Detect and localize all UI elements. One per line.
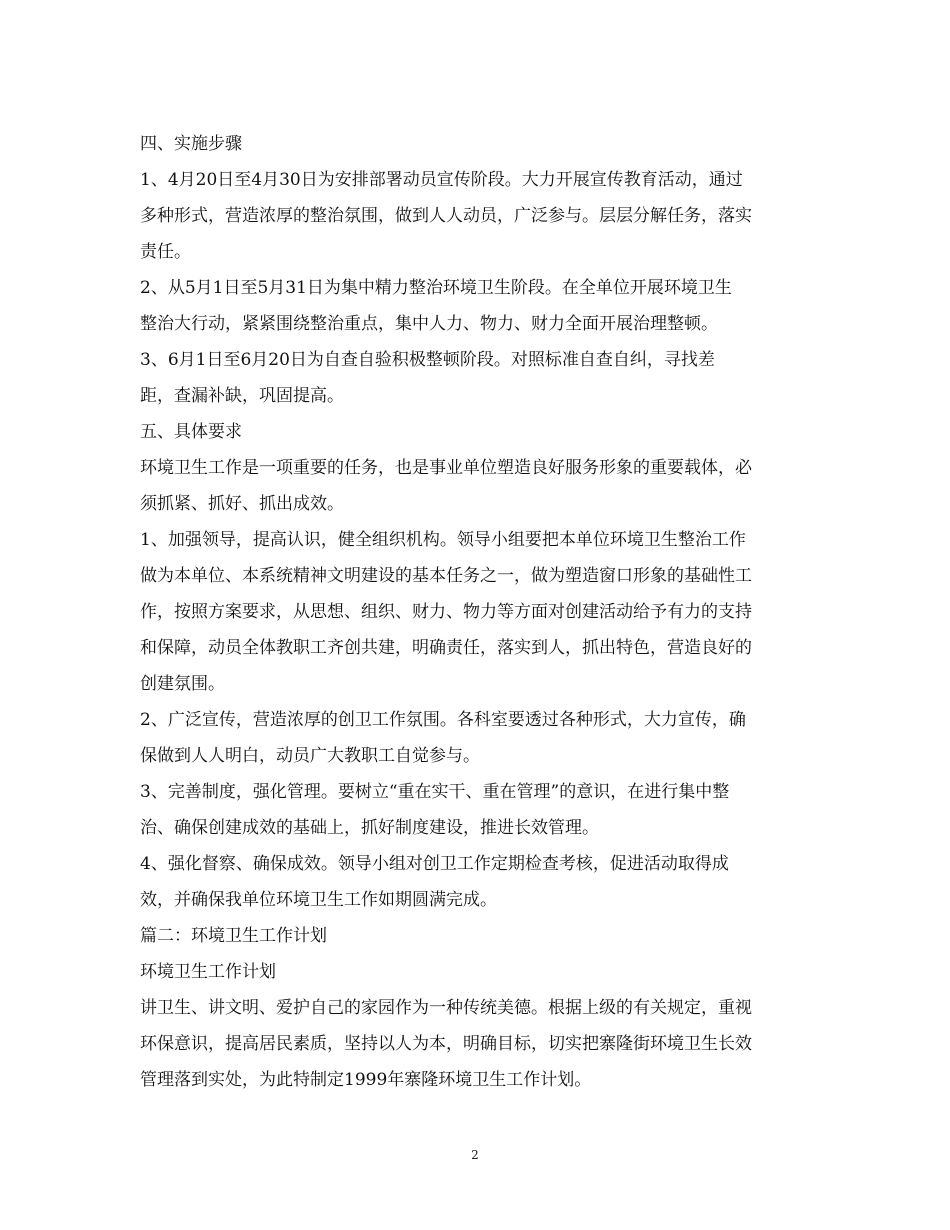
paragraph <box>140 522 815 702</box>
text-line: 做为本单位、本系统精神文明建设的基本任务之一，做为塑造窗口形象的基础性工 <box>140 566 752 586</box>
text-line: 和保障，动员全体教职工齐创共建，明确责任，落实到人，抓出特色，营造良好的 <box>140 638 752 658</box>
text-line: 2、广泛宣传，营造浓厚的创卫工作氛围。各科室要透过各种形式，大力宣传，确 <box>140 710 746 730</box>
page-number: 2 <box>471 1148 479 1162</box>
paragraph <box>140 270 815 342</box>
text-line: 2、从5月1日至5月31日为集中精力整治环境卫生阶段。在全单位开展环境卫生 <box>140 278 732 298</box>
text-line: 作，按照方案要求，从思想、组织、财力、物力等方面对创建活动给予有力的支持 <box>140 602 752 622</box>
paragraph <box>140 846 815 918</box>
text-line: 环境卫生工作是一项重要的任务，也是事业单位塑造良好服务形象的重要载体，必 <box>140 458 752 478</box>
text-line: 五、具体要求 <box>140 422 242 442</box>
text-line: 治、确保创建成效的基础上，抓好制度建设，推进长效管理。 <box>140 818 599 838</box>
text-line: 篇二：环境卫生工作计划 <box>140 926 327 946</box>
paragraph <box>140 954 815 990</box>
paragraph <box>140 774 815 846</box>
text-line: 3、6月1日至6月20日为自查自验积极整顿阶段。对照标准自查自纠，寻找差 <box>140 350 715 370</box>
text-line: 管理落到实处，为此特制定1999年寨隆环境卫生工作计划。 <box>140 1070 592 1090</box>
text-line: 整治大行动，紧紧围绕整治重点，集中人力、物力、财力全面开展治理整顿。 <box>140 314 718 334</box>
text-line: 距，查漏补缺，巩固提高。 <box>140 386 344 406</box>
text-line: 创建氛围。 <box>140 674 225 694</box>
paragraph <box>140 342 815 414</box>
text-line: 环保意识，提高居民素质，坚持以人为本，明确目标，切实把寨隆街环境卫生长效 <box>140 1034 752 1054</box>
paragraph <box>140 162 815 270</box>
text-line: 保做到人人明白，动员广大教职工自觉参与。 <box>140 746 480 766</box>
text-line: 效，并确保我单位环境卫生工作如期圆满完成。 <box>140 890 497 910</box>
text-line: 1、加强领导，提高认识，健全组织机构。领导小组要把本单位环境卫生整治工作 <box>140 530 746 550</box>
paragraph <box>140 702 815 774</box>
paragraph <box>140 918 815 954</box>
text-line: 3、完善制度，强化管理。要树立“重在实干、重在管理”的意识，在进行集中整 <box>140 782 730 802</box>
paragraph <box>140 450 815 522</box>
paragraph <box>140 126 815 162</box>
text-line: 4、强化督察、确保成效。领导小组对创卫工作定期检查考核，促进活动取得成 <box>140 854 729 874</box>
text-line: 多种形式，营造浓厚的整治氛围，做到人人动员，广泛参与。层层分解任务，落实 <box>140 206 752 226</box>
text-line: 环境卫生工作计划 <box>140 962 276 982</box>
text-line: 1、4月20日至4月30日为安排部署动员宣传阶段。大力开展宣传教育活动，通过 <box>140 170 743 190</box>
text-line: 讲卫生、讲文明、爱护自己的家园作为一种传统美德。根据上级的有关规定，重视 <box>140 998 752 1018</box>
text-line: 四、实施步骤 <box>140 134 242 154</box>
text-line: 须抓紧、抓好、抓出成效。 <box>140 494 344 514</box>
paragraph <box>140 414 815 450</box>
text-line: 责任。 <box>140 242 191 262</box>
paragraph <box>140 990 815 1098</box>
document-body <box>140 126 815 1098</box>
